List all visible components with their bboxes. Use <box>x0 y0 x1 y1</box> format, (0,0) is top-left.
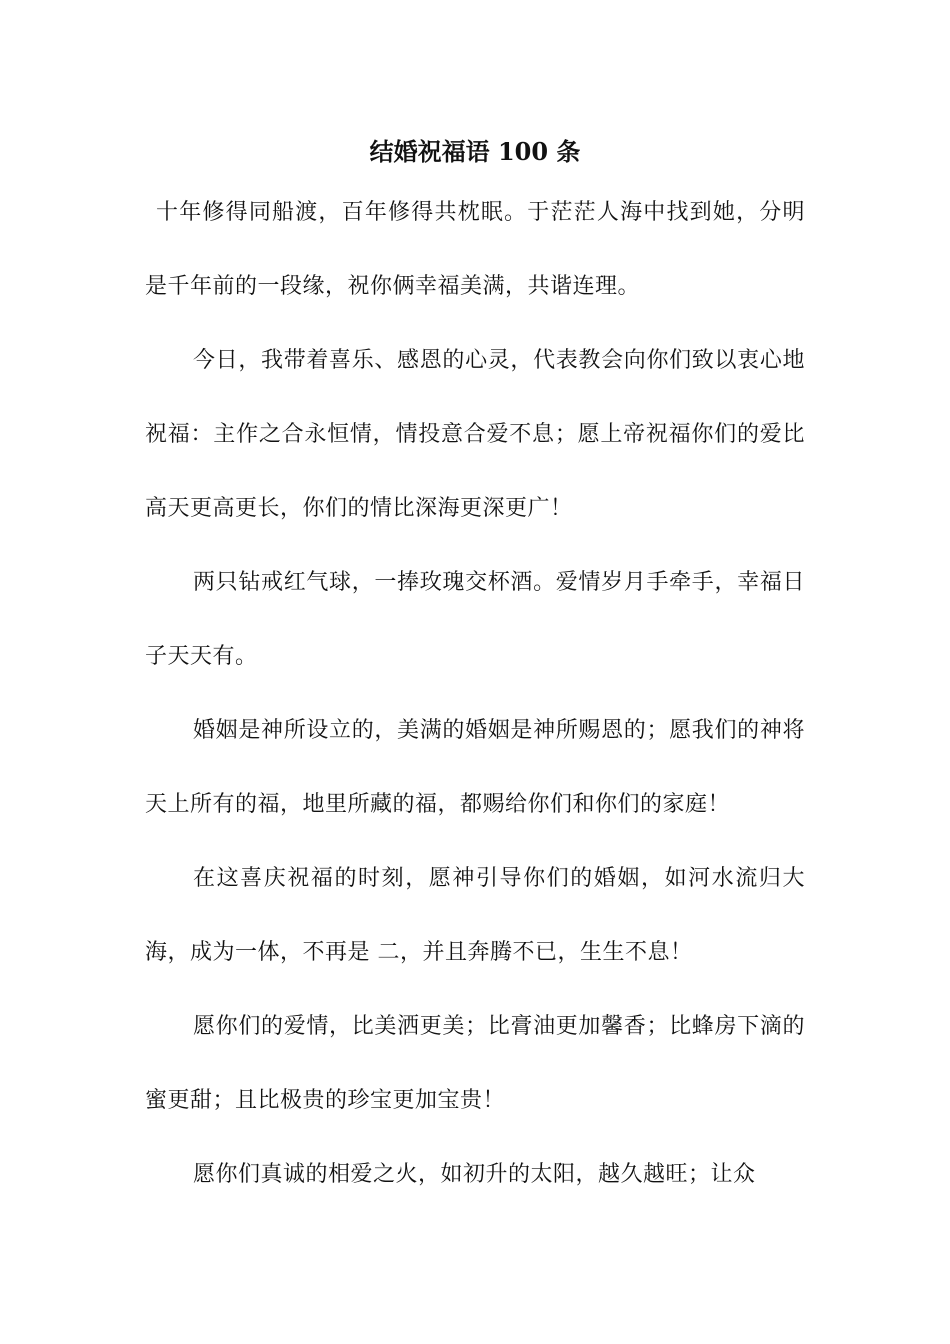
paragraph-4: 婚姻是神所设立的，美满的婚姻是神所赐恩的；愿我们的神将天上所有的福，地里所藏的福，都赐给你们和你们的家庭！ <box>145 718 805 817</box>
document-body <box>145 176 805 1212</box>
paragraph-1: 十年修得同船渡，百年修得共枕眠。于茫茫人海中找到她，分明是千年前的一段缘，祝你俩幸福美满，共谐连理。 <box>145 200 805 299</box>
paragraph-2: 今日，我带着喜乐、感恩的心灵，代表教会向你们致以衷心地祝福：主作之合永恒情，情投意合爱不息；愿上帝祝福你们的爱比高天更高更长，你们的情比深海更深更广！ <box>145 348 805 521</box>
document-title: 结婚祝福语 100 条 <box>369 137 581 166</box>
paragraph-6: 愿你们的爱情，比美洒更美；比膏油更加馨香；比蜂房下滴的蜜更甜；且比极贵的珍宝更加宝贵！ <box>145 1014 805 1113</box>
paragraph-5: 在这喜庆祝福的时刻，愿神引导你们的婚姻，如河水流归大海，成为一体，不再是 二，并且奔腾不已，生生不息！ <box>145 866 805 965</box>
paragraph-3: 两只钻戒红气球，一捧玫瑰交杯酒。爱情岁月手牵手，幸福日子天天有。 <box>145 570 805 669</box>
paragraph-7: 愿你们真诚的相爱之火，如初升的太阳，越久越旺；让众 <box>193 1162 756 1187</box>
